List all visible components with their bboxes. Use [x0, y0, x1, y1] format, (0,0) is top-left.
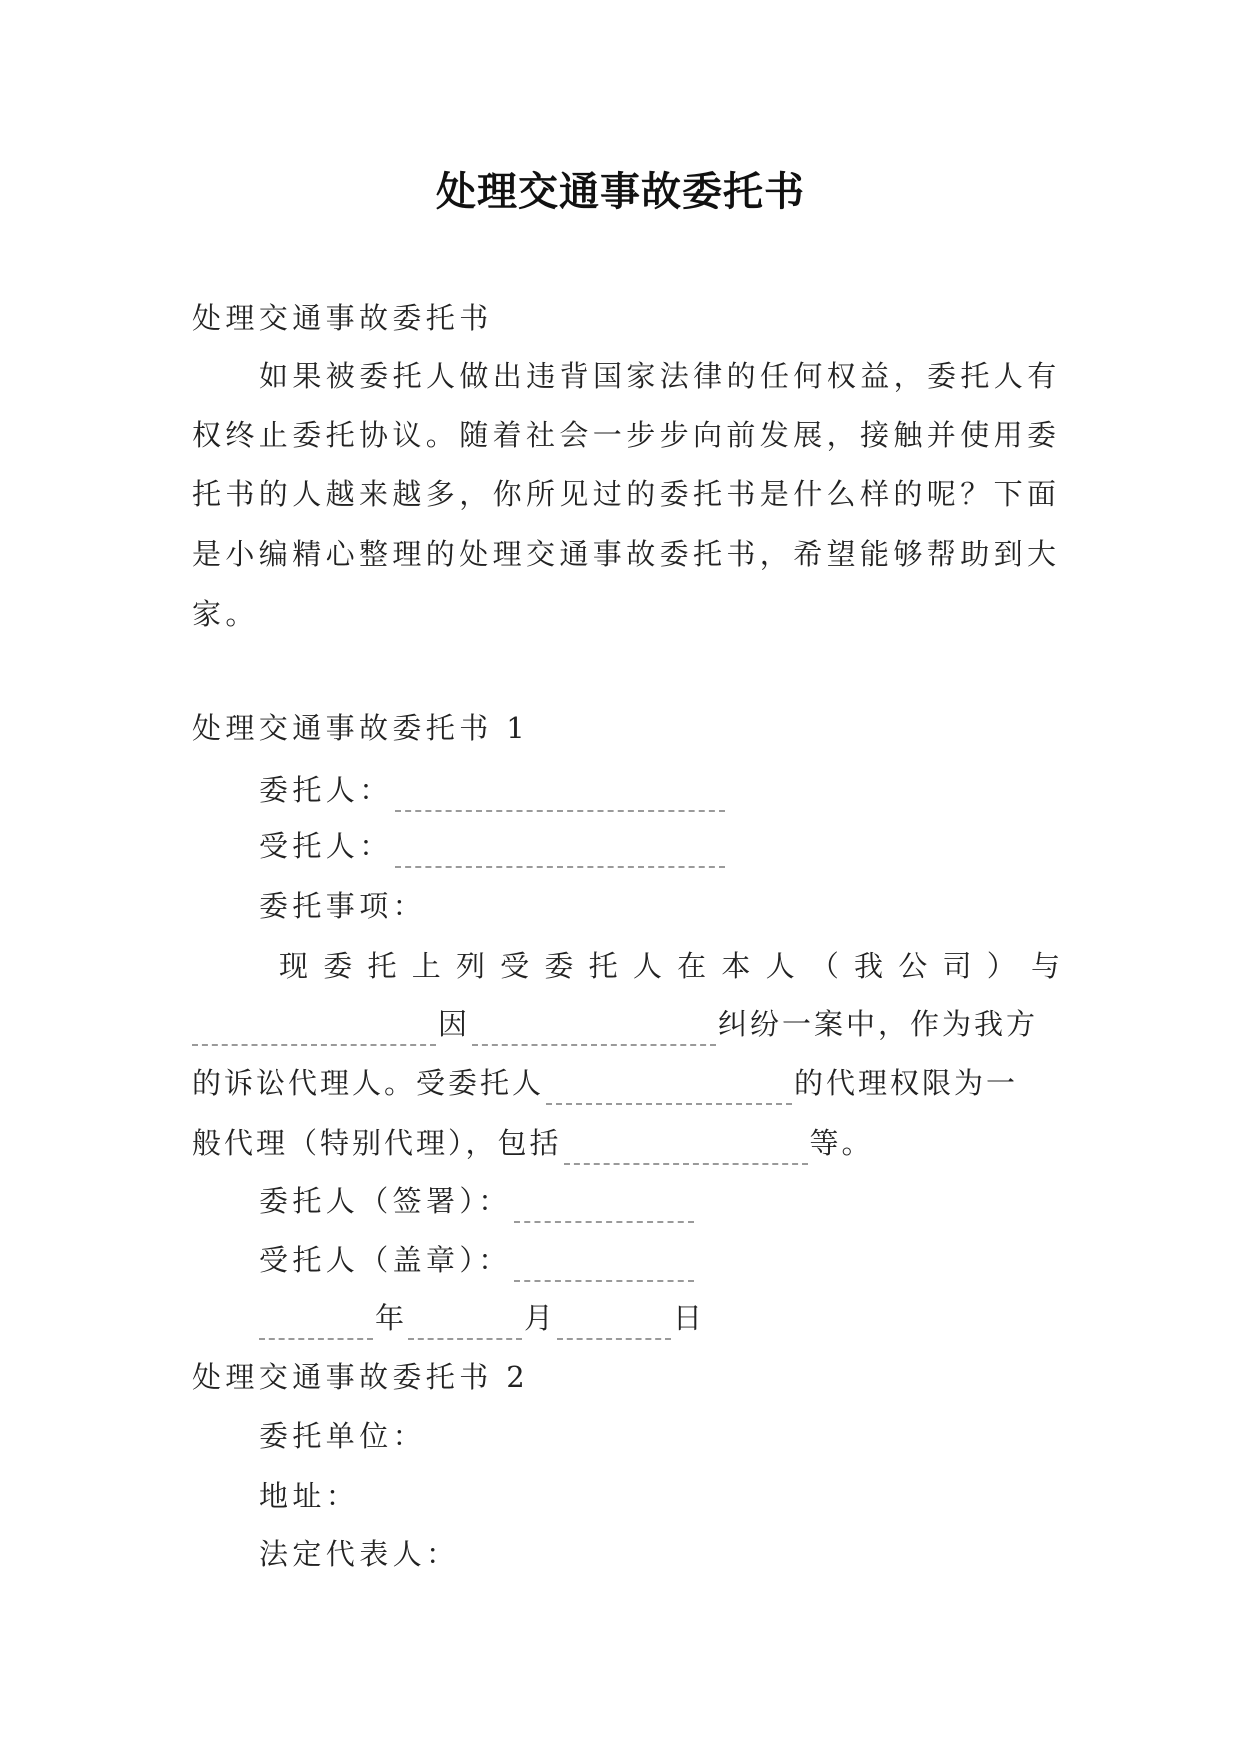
- agent-blank[interactable]: [395, 832, 725, 868]
- body-line: [192, 1121, 1060, 1165]
- intro-line: 如果被委托人做出违背国家法律的任何权益，委托人有: [259, 359, 1061, 393]
- cause-blank[interactable]: [472, 1010, 716, 1046]
- body-text: 的代理权限为一: [794, 1066, 1019, 1100]
- year-label: 年: [375, 1301, 407, 1335]
- body-text: 般代理（特别代理），包括: [192, 1126, 562, 1160]
- intro-line: 是小编精心整理的处理交通事故委托书，希望能够帮助到大: [192, 537, 1061, 571]
- heading: 处理交通事故委托书: [192, 301, 493, 335]
- body-text: 纠纷一案中，作为我方: [718, 1007, 1039, 1041]
- body-line: [192, 1061, 1060, 1105]
- intro-line: 家。: [192, 597, 259, 631]
- month-label: 月: [524, 1301, 556, 1335]
- agent-row: [259, 824, 1060, 868]
- section1-heading: 处理交通事故委托书 1: [192, 711, 530, 745]
- intro-line: 权终止委托协议。随着社会一步步向前发展，接触并使用委: [192, 418, 1061, 452]
- body-line: 现委托上列受委托人在本人（我公司）与: [279, 949, 1060, 983]
- party-blank[interactable]: [192, 1010, 436, 1046]
- seal-label: 受托人（盖章）：: [259, 1243, 512, 1277]
- principal-blank[interactable]: [395, 776, 725, 812]
- intro-line: 托书的人越来越多，你所见过的委托书是什么样的呢？下面: [192, 477, 1061, 511]
- address-label: 地址：: [259, 1479, 360, 1513]
- unit-label: 委托单位：: [259, 1419, 427, 1453]
- document-title: 处理交通事故委托书: [436, 168, 805, 215]
- sign-row: [259, 1179, 1060, 1223]
- legal-rep-label: 法定代表人：: [259, 1537, 460, 1571]
- section2-heading: 处理交通事故委托书 2: [192, 1360, 530, 1394]
- body-text: 等。: [809, 1126, 874, 1160]
- agent-label: 受托人：: [259, 829, 393, 863]
- seal-blank[interactable]: [514, 1246, 694, 1282]
- day-blank[interactable]: [557, 1304, 671, 1340]
- body-text: 因: [438, 1007, 471, 1041]
- body-text: 的诉讼代理人。受委托人: [192, 1066, 545, 1100]
- principal-label: 委托人：: [259, 773, 393, 807]
- date-row: [259, 1296, 1060, 1340]
- agent-name-blank[interactable]: [546, 1069, 792, 1105]
- matters-label: 委托事项：: [259, 889, 427, 923]
- month-blank[interactable]: [408, 1304, 522, 1340]
- seal-row: [259, 1238, 1060, 1282]
- sign-blank[interactable]: [514, 1187, 694, 1223]
- sign-label: 委托人（签署）：: [259, 1184, 512, 1218]
- day-label: 日: [673, 1301, 705, 1335]
- scope-blank[interactable]: [564, 1129, 808, 1165]
- year-blank[interactable]: [259, 1304, 373, 1340]
- principal-row: [259, 768, 1060, 812]
- body-line: [192, 1002, 1060, 1046]
